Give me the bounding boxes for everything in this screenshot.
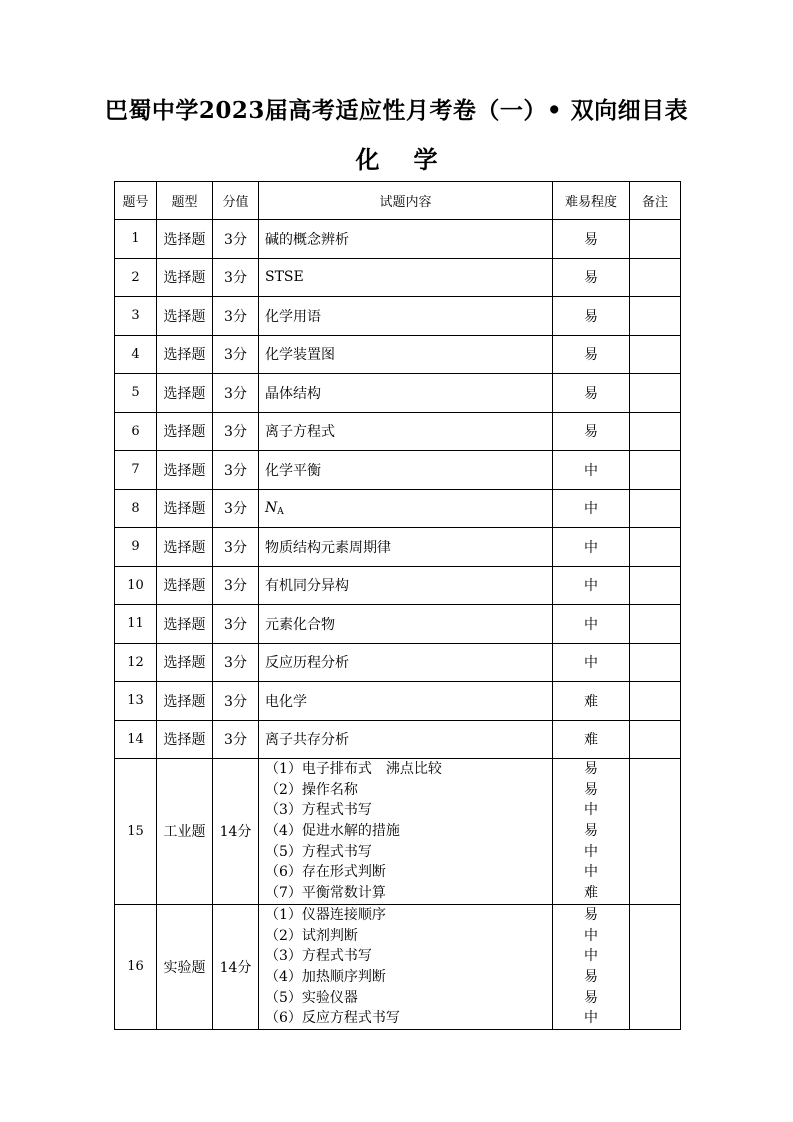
row-type: 选择题 [157, 220, 213, 259]
row-content-list [259, 904, 553, 1029]
row-number: 13 [115, 682, 157, 721]
row-type: 选择题 [157, 335, 213, 374]
table-row [115, 904, 681, 1029]
subject-char-1: 化 [355, 145, 380, 174]
row-score: 3分 [213, 605, 259, 644]
row-difficulty: 中 [553, 566, 630, 605]
row-type: 选择题 [157, 297, 213, 336]
row-content: 晶体结构 [259, 374, 553, 413]
row-content: 化学装置图 [259, 335, 553, 374]
sub-level: 中 [584, 802, 598, 819]
row-note [630, 489, 681, 528]
row-number: 14 [115, 720, 157, 759]
row-number: 3 [115, 297, 157, 336]
row-number: 4 [115, 335, 157, 374]
row-difficulty: 易 [553, 220, 630, 259]
sub-level: 中 [584, 843, 598, 860]
row-note [630, 643, 681, 682]
row-note [630, 335, 681, 374]
row-difficulty: 易 [553, 374, 630, 413]
sub-item: （7）平衡常数计算 [265, 885, 386, 902]
header-type: 题型 [157, 182, 213, 220]
row-note [630, 759, 681, 905]
row-score: 3分 [213, 258, 259, 297]
table-row [115, 335, 681, 374]
row-note [630, 605, 681, 644]
row-type: 选择题 [157, 489, 213, 528]
row-note [630, 297, 681, 336]
table-row [115, 759, 681, 905]
row-type: 选择题 [157, 682, 213, 721]
row-content: 离子方程式 [259, 412, 553, 451]
row-note [630, 720, 681, 759]
sub-item: （5）实验仪器 [265, 989, 358, 1006]
row-difficulty: 中 [553, 605, 630, 644]
sub-item: （2）试剂判断 [265, 927, 358, 944]
table-row [115, 605, 681, 644]
row-number: 12 [115, 643, 157, 682]
row-score: 3分 [213, 528, 259, 567]
row-difficulty: 易 [553, 297, 630, 336]
sub-level: 易 [584, 989, 598, 1006]
table-row [115, 297, 681, 336]
row-number: 16 [115, 904, 157, 1029]
row-type: 选择题 [157, 566, 213, 605]
row-content: 物质结构元素周期律 [259, 528, 553, 567]
row-score: 3分 [213, 451, 259, 490]
row-note [630, 904, 681, 1029]
row-content: 有机同分异构 [259, 566, 553, 605]
table-row [115, 412, 681, 451]
row-content: 离子共存分析 [259, 720, 553, 759]
table-row [115, 682, 681, 721]
row-type: 选择题 [157, 258, 213, 297]
row-score: 3分 [213, 412, 259, 451]
row-difficulty: 中 [553, 528, 630, 567]
row-note [630, 258, 681, 297]
row-number: 2 [115, 258, 157, 297]
row-type: 选择题 [157, 605, 213, 644]
sub-level: 易 [584, 906, 598, 923]
row-type: 工业题 [157, 759, 213, 905]
table-row [115, 643, 681, 682]
row-difficulty: 难 [553, 720, 630, 759]
row-type: 选择题 [157, 451, 213, 490]
row-score: 14分 [213, 904, 259, 1029]
table-header-row [115, 182, 681, 220]
row-difficulty: 中 [553, 489, 630, 528]
row-number: 7 [115, 451, 157, 490]
row-type: 实验题 [157, 904, 213, 1029]
sub-item: （6）反应方程式书写 [265, 1010, 400, 1027]
row-difficulty: 难 [553, 682, 630, 721]
na-subscript: A [277, 506, 284, 517]
row-type: 选择题 [157, 643, 213, 682]
row-content: 反应历程分析 [259, 643, 553, 682]
sub-item: （3）方程式书写 [265, 802, 372, 819]
row-content [259, 489, 553, 528]
subject-title [0, 140, 793, 175]
row-number: 6 [115, 412, 157, 451]
row-difficulty: 易 [553, 335, 630, 374]
header-note: 备注 [630, 182, 681, 220]
row-content: 化学平衡 [259, 451, 553, 490]
sub-level: 中 [584, 948, 598, 965]
sub-level: 中 [584, 1010, 598, 1027]
row-content: 化学用语 [259, 297, 553, 336]
table-row [115, 528, 681, 567]
row-difficulty-list [553, 759, 630, 905]
table-row [115, 374, 681, 413]
sub-level: 难 [584, 885, 598, 902]
row-type: 选择题 [157, 720, 213, 759]
row-difficulty: 易 [553, 258, 630, 297]
na-symbol: N [265, 499, 278, 516]
row-number: 9 [115, 528, 157, 567]
sub-item: （4）加热顺序判断 [265, 968, 386, 985]
row-type: 选择题 [157, 528, 213, 567]
sub-level: 易 [584, 781, 598, 798]
row-score: 3分 [213, 682, 259, 721]
table-row [115, 258, 681, 297]
row-score: 14分 [213, 759, 259, 905]
row-number: 8 [115, 489, 157, 528]
sub-item: （2）操作名称 [265, 781, 358, 798]
row-difficulty: 中 [553, 643, 630, 682]
row-difficulty-list [553, 904, 630, 1029]
row-score: 3分 [213, 489, 259, 528]
page-title: 巴蜀中学2023届高考适应性月考卷（一）• 双向细目表 [104, 97, 689, 124]
table-row [115, 451, 681, 490]
row-content: 碱的概念辨析 [259, 220, 553, 259]
row-score: 3分 [213, 720, 259, 759]
header-content: 试题内容 [259, 182, 553, 220]
row-note [630, 374, 681, 413]
header-score: 分值 [213, 182, 259, 220]
sub-level: 易 [584, 968, 598, 985]
row-number: 15 [115, 759, 157, 905]
subject-char-2: 学 [413, 145, 438, 174]
sub-item: （1）电子排布式 沸点比较 [265, 761, 442, 777]
row-note [630, 566, 681, 605]
table-row [115, 220, 681, 259]
row-number: 10 [115, 566, 157, 605]
row-note [630, 220, 681, 259]
sub-item: （4）促进水解的措施 [265, 823, 400, 840]
sub-level: 中 [584, 927, 598, 944]
row-score: 3分 [213, 297, 259, 336]
row-difficulty: 易 [553, 412, 630, 451]
row-score: 3分 [213, 374, 259, 413]
row-difficulty: 中 [553, 451, 630, 490]
row-number: 11 [115, 605, 157, 644]
row-score: 3分 [213, 335, 259, 374]
row-type: 选择题 [157, 374, 213, 413]
sub-level: 易 [584, 823, 598, 840]
row-score: 3分 [213, 643, 259, 682]
header-number: 题号 [115, 182, 157, 220]
row-note [630, 451, 681, 490]
row-number: 1 [115, 220, 157, 259]
sub-level: 易 [584, 761, 598, 777]
sub-item: （5）方程式书写 [265, 843, 372, 860]
row-note [630, 528, 681, 567]
row-content: STSE [259, 258, 553, 297]
header-difficulty: 难易程度 [553, 182, 630, 220]
specification-table [114, 181, 681, 1030]
sub-item: （3）方程式书写 [265, 948, 372, 965]
table-row [115, 720, 681, 759]
row-content-list [259, 759, 553, 905]
row-content: 电化学 [259, 682, 553, 721]
sub-item: （1）仪器连接顺序 [265, 906, 386, 923]
row-note [630, 412, 681, 451]
row-note [630, 682, 681, 721]
row-score: 3分 [213, 566, 259, 605]
sub-item: （6）存在形式判断 [265, 864, 386, 881]
row-number: 5 [115, 374, 157, 413]
row-type: 选择题 [157, 412, 213, 451]
sub-level: 中 [584, 864, 598, 881]
table-row [115, 489, 681, 528]
row-content: 元素化合物 [259, 605, 553, 644]
row-score: 3分 [213, 220, 259, 259]
table-row [115, 566, 681, 605]
